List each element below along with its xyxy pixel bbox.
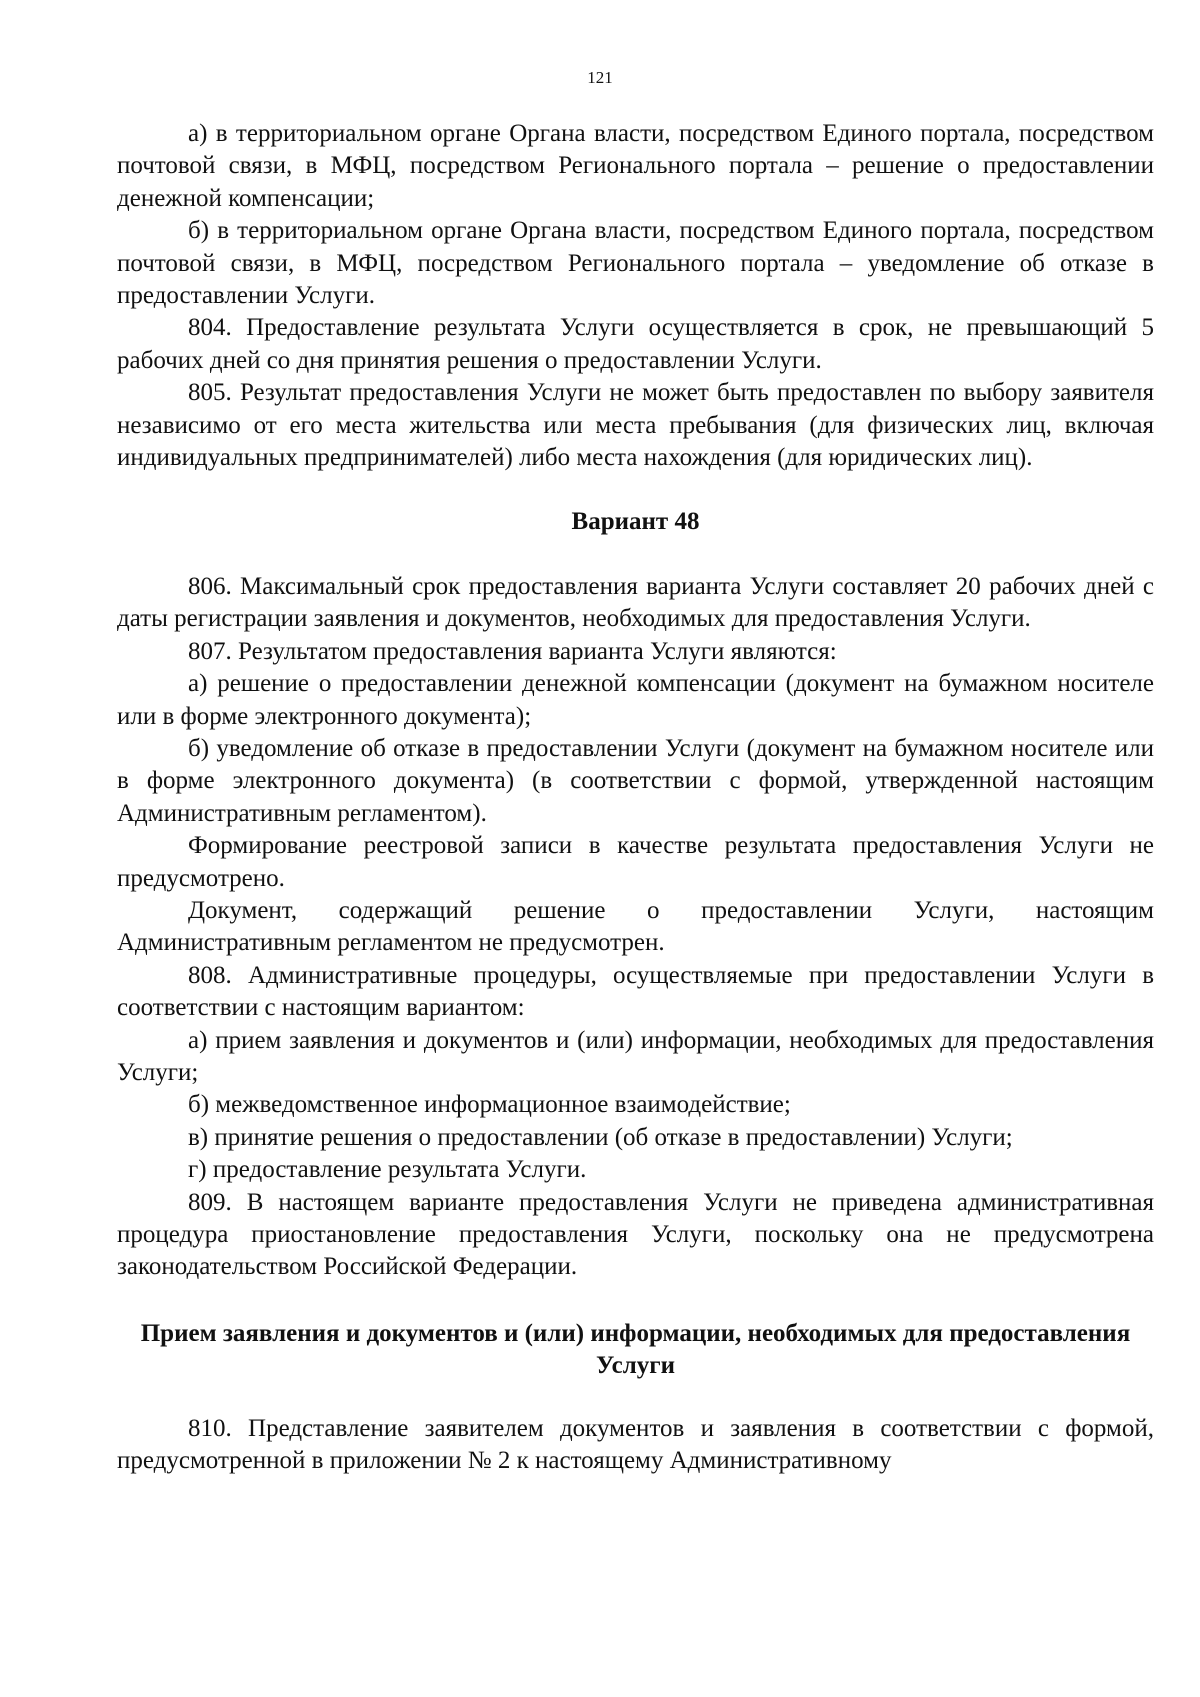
paragraph-result-b: б) в территориальном органе Органа власти, посредством Единого портала, посредством почтовой связи, в МФЦ, посредством Регионального портала – уведомление об отказе в предоставлении Услуги. — [117, 217, 1154, 310]
paragraph-807-a: а) решение о предоставлении денежной компенсации (документ на бумажном носителе или в форме электронного документа); — [117, 670, 1154, 730]
paragraph-registry-record: Формирование реестровой записи в качестве результата предоставления Услуги не предусмотрено. — [117, 832, 1154, 892]
paragraph-808-b: б) межведомственное информационное взаимодействие; — [188, 1091, 791, 1119]
paragraph-805: 805. Результат предоставления Услуги не может быть предоставлен по выбору заявителя независимо от его места жительства или места пребывания (для физических лиц, включая индивидуальных предпринимателей) либо места нахождения (для юридических лиц). — [117, 379, 1154, 472]
paragraph-808-c: в) принятие решения о предоставлении (об отказе в предоставлении) Услуги; — [188, 1123, 1013, 1151]
page-number: 121 — [587, 68, 613, 87]
variant-heading: Вариант 48 — [571, 508, 700, 536]
paragraph-807-b: б) уведомление об отказе в предоставлении Услуги (документ на бумажном носителе или в форме электронного документа) (в соответствии с формой, утвержденной настоящим Административным регламентом). — [117, 734, 1154, 827]
paragraph-808: 808. Административные процедуры, осуществляемые при предоставлении Услуги в соответствии с настоящим вариантом: — [117, 961, 1154, 1022]
paragraph-806: 806. Максимальный срок предоставления варианта Услуги составляет 20 рабочих дней с даты регистрации заявления и документов, необходимых для предоставления Услуги. — [117, 572, 1154, 633]
paragraph-808-a: а) прием заявления и документов и (или) информации, необходимых для предоставления Услуги; — [117, 1026, 1154, 1086]
paragraph-804: 804. Предоставление результата Услуги осуществляется в срок, не превышающий 5 рабочих дней со дня принятия решения о предоставлении Услуги. — [117, 314, 1154, 374]
document-body — [117, 118, 1154, 1477]
paragraph-810: 810. Представление заявителем документов и заявления в соответствии с формой, предусмотренной в приложении № 2 к настоящему Административному — [117, 1414, 1154, 1475]
paragraph-809: 809. В настоящем варианте предоставления Услуги не приведена административная процедура приостановление предоставления Услуги, поскольку она не предусмотрена законодательством Российской Федерации. — [117, 1188, 1154, 1281]
section-heading: Прием заявления и документов и (или) информации, необходимых для предоставления Услуги — [140, 1319, 1131, 1380]
paragraph-decision-document: Документ, содержащий решение о предоставлении Услуги, настоящим Административным регламентом не предусмотрен. — [117, 896, 1154, 957]
paragraph-807: 807. Результатом предоставления варианта Услуги являются: — [188, 637, 837, 665]
paragraph-808-d: г) предоставление результата Услуги. — [188, 1156, 587, 1184]
paragraph-result-a: а) в территориальном органе Органа власти, посредством Единого портала, посредством почтовой связи, в МФЦ, посредством Регионального портала – решение о предоставлении денежной компенсации; — [117, 120, 1154, 212]
